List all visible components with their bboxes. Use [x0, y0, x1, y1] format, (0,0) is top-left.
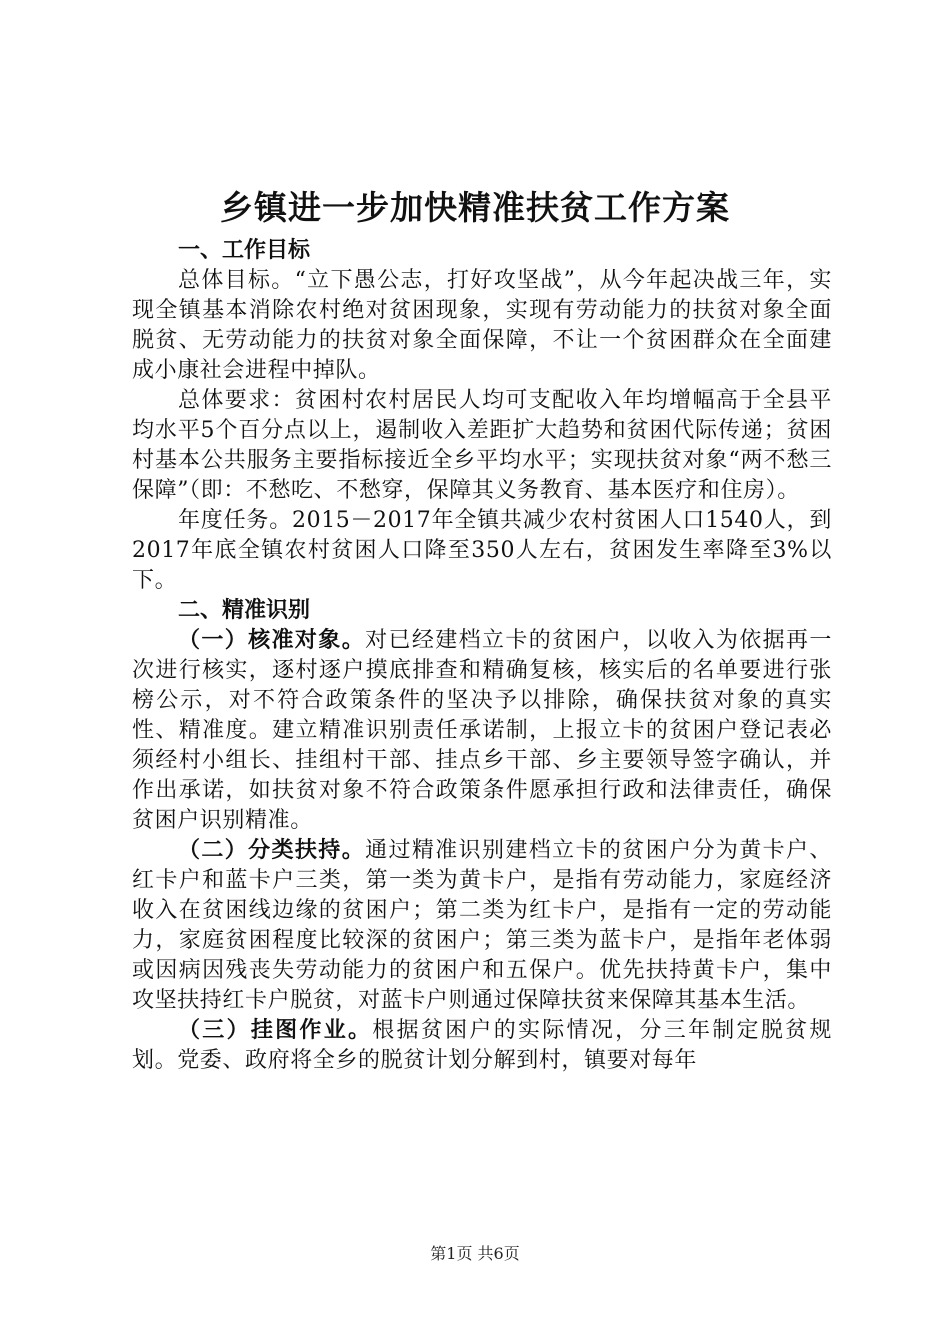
paragraph	[132, 626, 832, 836]
paragraph-lead: （二）分类扶持。	[178, 838, 366, 863]
paragraph-text: 总体要求：贫困村农村居民人均可支配收入年均增幅高于全县平均水平5个百分点以上，遏制收入差距扩大趋势和贫困代际传递；贫困村基本公共服务主要指标接近全乡平均水平；实现扶贫对象“两不愁三保障”（即：不愁吃、不愁穿，保障其义务教育、基本医疗和住房）。	[132, 388, 832, 503]
paragraph	[132, 506, 832, 596]
paragraph-text: 通过精准识别建档立卡的贫困户分为黄卡户、红卡户和蓝卡户三类，第一类为黄卡户，是指有劳动能力，家庭经济收入在贫困线边缘的贫困户；第二类为红卡户，是指有一定的劳动能力，家庭贫困程度比较深的贫困户；第三类为蓝卡户，是指年老体弱或因病因残丧失劳动能力的贫困户和五保户。优先扶持黄卡户，集中攻坚扶持红卡户脱贫，对蓝卡户则通过保障扶贫来保障其基本生活。	[132, 838, 832, 1013]
paragraph-text: 总体目标。“立下愚公志，打好攻坚战”，从今年起决战三年，实现全镇基本消除农村绝对贫困现象，实现有劳动能力的扶贫对象全面脱贫、无劳动能力的扶贫对象全面保障，不让一个贫困群众在全面建成小康社会进程中掉队。	[132, 268, 832, 383]
section-heading: 一、工作目标	[178, 238, 311, 263]
document-title: 乡镇进一步加快精准扶贫工作方案	[220, 188, 730, 227]
document-body	[132, 236, 832, 1076]
paragraph-lead: （三）挂图作业。	[178, 1018, 373, 1043]
section-heading: 二、精准识别	[178, 598, 311, 623]
paragraph	[132, 836, 832, 1016]
paragraph-text: 年度任务。2015－2017年全镇共减少农村贫困人口1540人，到2017年底全镇农村贫困人口降至350人左右，贫困发生率降至3%以下。	[132, 508, 832, 593]
paragraph	[132, 266, 832, 386]
paragraph	[132, 1016, 832, 1076]
page-footer: 第1页 共6页	[430, 1244, 520, 1263]
paragraph-text: 对已经建档立卡的贫困户，以收入为依据再一次进行核实，逐村逐户摸底排查和精确复核，核实后的名单要进行张榜公示，对不符合政策条件的坚决予以排除，确保扶贫对象的真实性、精准度。建立精准识别责任承诺制，上报立卡的贫困户登记表必须经村小组长、挂组村干部、挂点乡干部、乡主要领导签字确认，并作出承诺，如扶贫对象不符合政策条件愿承担行政和法律责任，确保贫困户识别精准。	[132, 628, 832, 833]
paragraph-lead: （一）核准对象。	[178, 628, 366, 653]
paragraph-text: 根据贫困户的实际情况，分三年制定脱贫规划。党委、政府将全乡的脱贫计划分解到村，镇要对每年	[132, 1018, 832, 1073]
paragraph	[132, 386, 832, 506]
